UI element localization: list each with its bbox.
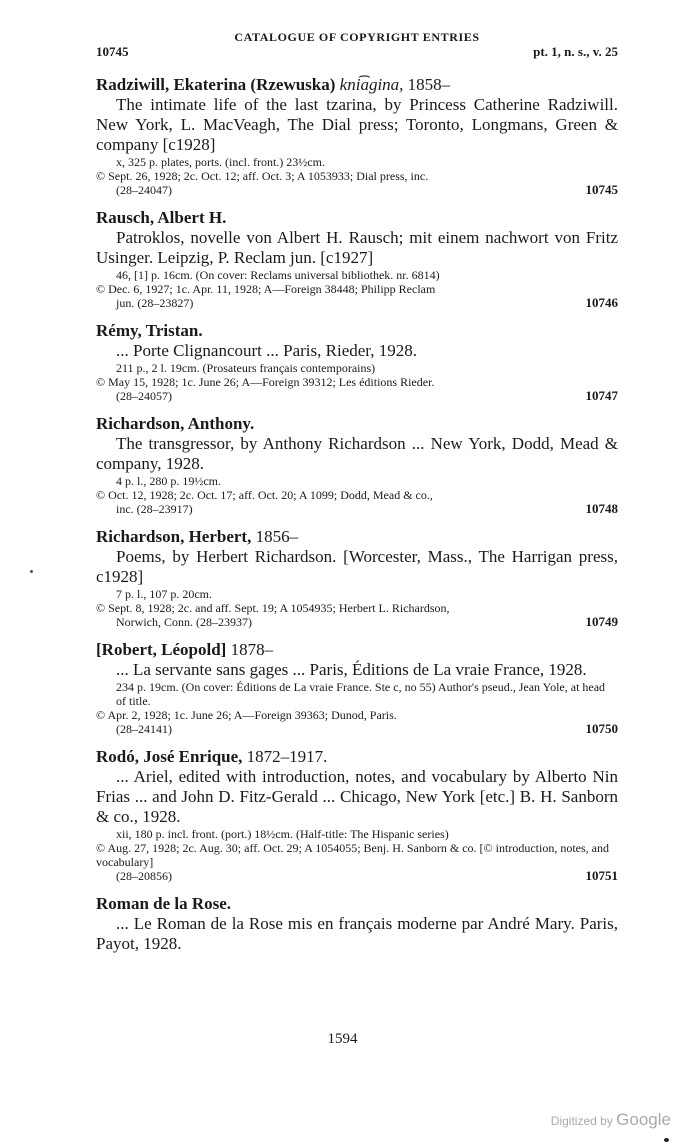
entry-heading [96, 893, 618, 914]
running-title: CATALOGUE OF COPYRIGHT ENTRIES [234, 30, 480, 44]
registration-details: © Oct. 12, 1928; 2c. Oct. 17; aff. Oct. 20; A 1099; Dodd, Mead & co., [96, 488, 433, 502]
registration-control-number: (28–24057) [116, 389, 172, 403]
registration-details: © Apr. 2, 1928; 1c. June 26; A—Foreign 39363; Dunod, Paris. [96, 708, 397, 722]
registration-details: © May 15, 1928; 1c. June 26; A—Foreign 39312; Les éditions Rieder. [96, 375, 435, 389]
entry-number: 10746 [585, 295, 618, 310]
ink-speck [30, 570, 33, 573]
header-part-reference: pt. 1, n. s., v. 25 [533, 44, 618, 59]
catalogue-entry [96, 320, 618, 403]
entry-years: 1872–1917. [246, 747, 328, 766]
registration-details: © Sept. 26, 1928; 2c. Oct. 12; aff. Oct. 3; A 1053933; Dial press, inc. [96, 169, 429, 183]
page-number: 1594 [327, 1031, 358, 1047]
entry-author: Rémy, Tristan. [96, 321, 203, 340]
watermark-brand: Google [616, 1110, 671, 1129]
entry-author: Rodó, José Enrique, [96, 747, 243, 766]
entry-number: 10747 [585, 388, 618, 403]
entry-heading [96, 207, 618, 228]
entry-title: ... Le Roman de la Rose mis en français moderne par André Mary. Paris, Payot, 1928. [96, 914, 618, 953]
entry-author: Richardson, Herbert, [96, 527, 252, 546]
watermark-prefix: Digitized by [550, 1114, 613, 1128]
entry-title: The transgressor, by Anthony Richardson ... New York, Dodd, Mead & company, 1928. [96, 434, 618, 473]
ink-speck [664, 1138, 669, 1142]
entry-author: Richardson, Anthony. [96, 414, 255, 433]
entry-title: The intimate life of the last tzarina, by Princess Catherine Radziwill. New York, L. MacVeagh, The Dial press; Toronto, Longmans, Green & company [c1928] [96, 95, 618, 154]
registration-details: © Aug. 27, 1928; 2c. Aug. 30; aff. Oct. 29; A 1054055; Benj. H. Sanborn & co. [© introduction, notes, and vocabulary] [96, 841, 609, 869]
entry-collation: 7 p. l., 107 p. 20cm. [116, 587, 212, 601]
registration-details: © Sept. 8, 1928; 2c. and aff. Sept. 19; A 1054935; Herbert L. Richardson, [96, 601, 450, 615]
entry-heading [96, 746, 618, 767]
entry-number: 10748 [585, 501, 618, 516]
catalogue-entry [96, 526, 618, 629]
digitization-watermark [551, 1110, 671, 1130]
entry-heading [96, 526, 618, 547]
entry-registration [96, 488, 618, 516]
entry-heading [96, 639, 618, 660]
entry-collation: 4 p. l., 280 p. 19½cm. [116, 474, 221, 488]
entry-registration [96, 708, 618, 736]
entry-epithet: kni͡agina, [339, 75, 404, 94]
entry-author: Rausch, Albert H. [96, 208, 227, 227]
entry-heading [96, 74, 618, 95]
registration-control-number: Norwich, Conn. (28–23937) [116, 615, 252, 629]
catalogue-entry [96, 74, 618, 197]
entry-number: 10751 [585, 868, 618, 883]
entry-title: ... Porte Clignancourt ... Paris, Rieder, 1928. [116, 341, 418, 360]
catalogue-entry [96, 893, 618, 954]
catalogue-page [96, 30, 618, 964]
entry-title: ... Ariel, edited with introduction, notes, and vocabulary by Alberto Nin Frias ... and John D. Fitz-Gerald ... Chicago, New York [etc.] B. H. Sanborn & co., 1928. [96, 767, 618, 826]
entry-title: Poems, by Herbert Richardson. [Worcester, Mass., The Harrigan press, c1928] [96, 547, 618, 586]
entry-author: Roman de la Rose. [96, 894, 232, 913]
entry-registration [96, 601, 618, 629]
registration-control-number: (28–20856) [116, 869, 172, 883]
entry-collation: xii, 180 p. incl. front. (port.) 18½cm. (Half-title: The Hispanic series) [116, 827, 449, 841]
running-head [96, 44, 618, 60]
entry-heading [96, 320, 618, 341]
entry-number: 10750 [585, 721, 618, 736]
entry-number: 10745 [585, 182, 618, 197]
entry-number: 10749 [585, 614, 618, 629]
entry-title: Patroklos, novelle von Albert H. Rausch; mit einem nachwort von Fritz Usinger. Leipzig, P. Reclam jun. [c1927] [96, 228, 618, 267]
entry-collation: 211 p., 2 l. 19cm. (Prosateurs français contemporains) [116, 361, 376, 375]
catalogue-entry [96, 746, 618, 883]
catalogue-entry [96, 207, 618, 310]
entry-years: 1856– [255, 527, 299, 546]
registration-details: © Dec. 6, 1927; 1c. Apr. 11, 1928; A—Foreign 38448; Philipp Reclam [96, 282, 436, 296]
entry-heading [96, 413, 618, 434]
entry-title: ... La servante sans gages ... Paris, Éditions de La vraie France, 1928. [116, 660, 587, 679]
entry-collation: x, 325 p. plates, ports. (incl. front.) 23½cm. [116, 155, 325, 169]
entry-registration [96, 375, 618, 403]
entry-registration [96, 841, 618, 883]
registration-control-number: inc. (28–23917) [116, 502, 193, 516]
entry-author: [Robert, Léopold] [96, 640, 227, 659]
registration-control-number: (28–24141) [116, 722, 172, 736]
entry-registration [96, 282, 618, 310]
catalogue-entry [96, 639, 618, 736]
entry-years: 1858– [407, 75, 451, 94]
entry-collation: 234 p. 19cm. (On cover: Éditions de La vraie France. Ste c, no 55) Author's pseud., Jean Yole, at head of title. [116, 680, 606, 708]
entry-collation: 46, [1] p. 16cm. (On cover: Reclams universal bibliothek. nr. 6814) [116, 268, 440, 282]
registration-control-number: jun. (28–23827) [116, 296, 194, 310]
entry-years: 1878– [230, 640, 274, 659]
entry-registration [96, 169, 618, 197]
entry-author: Radziwill, Ekaterina (Rzewuska) [96, 75, 336, 94]
header-entry-number: 10745 [96, 44, 129, 59]
catalogue-entry [96, 413, 618, 516]
registration-control-number: (28–24047) [116, 183, 172, 197]
